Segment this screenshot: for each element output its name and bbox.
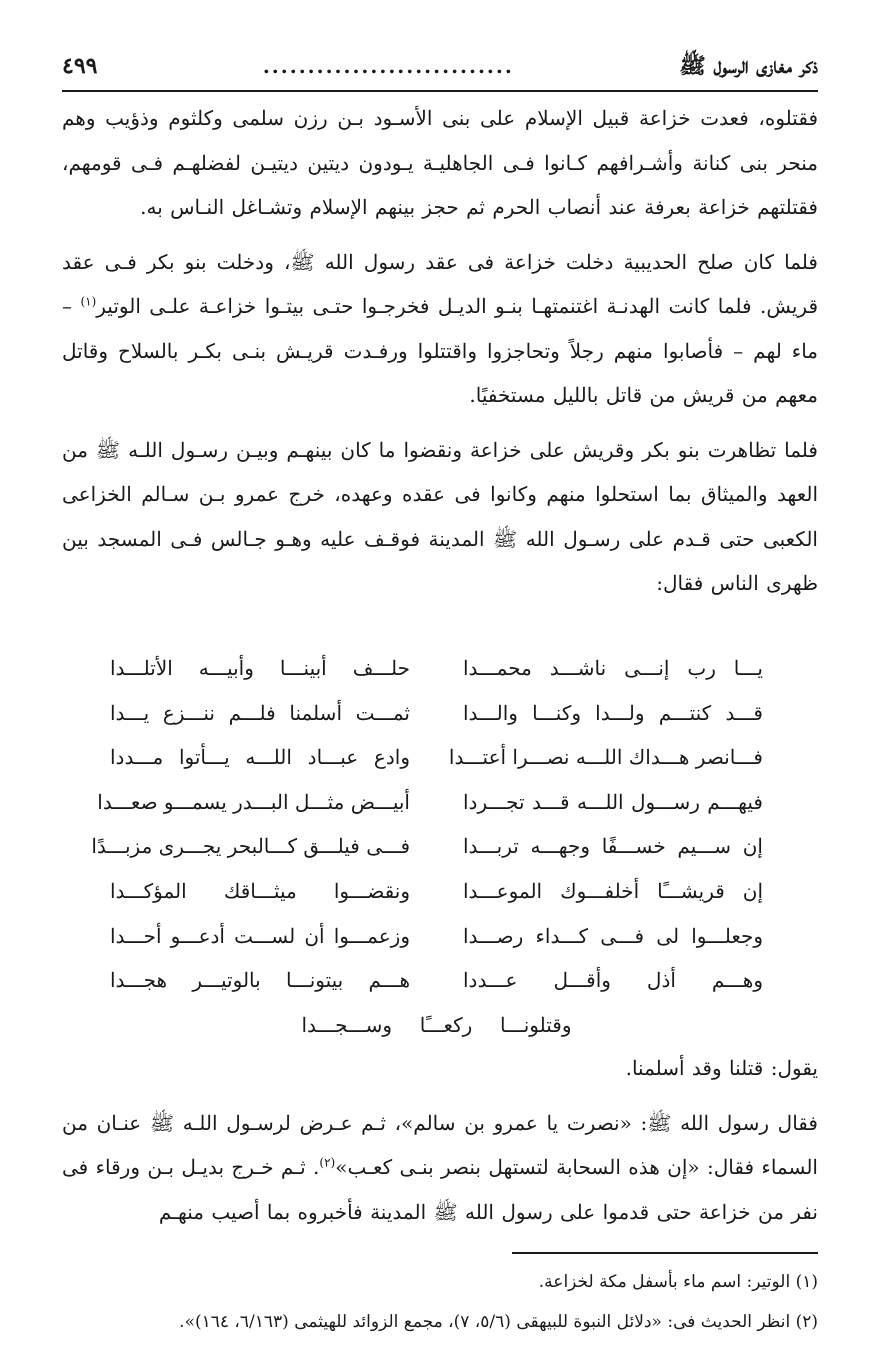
footnotes	[62, 1262, 818, 1342]
verse-second-hemistich: فـــى فيلـــق كـــالبحر يجـــرى مزبـــدًا	[91, 834, 410, 859]
verse-second-hemistich: ونقضـــوا ميثـــاقك المؤكـــدا	[110, 878, 410, 903]
verse-first-hemistich: وجعلـــوا لى فـــى كـــداء رصـــدا	[463, 923, 763, 948]
footnote-2: (٢) انظر الحديث فى: «دلائل النبوة للبيهقى (٥/٦، ٧)، مجمع الزوائد للهيثمى (٦/١٦٣، ١٦٤)».	[179, 1312, 818, 1332]
poem	[91, 646, 763, 1047]
verse-second-hemistich: وزعمـــوا أن لســـت أدعـــو أحـــدا	[110, 923, 410, 948]
verse-4	[97, 780, 763, 825]
verse-first-hemistich: قـــد كنتـــم ولـــدا وكنـــا والـــدا	[463, 700, 763, 725]
footnote-ref-1: (١)	[80, 294, 97, 309]
verse-5	[91, 824, 763, 869]
verse-7	[110, 914, 763, 959]
paragraph-2-end: – ماء لهم – فأصابوا منهم رجلاً وتحاجزوا واقتتلوا ورفـدت قريـش بنـى بكـر بالسلاح وقاتل معهم من قريش من قاتل بالليل مستخفيًا.	[62, 294, 818, 407]
page-number: ٤٩٩	[62, 53, 98, 79]
running-header	[62, 52, 818, 92]
paragraph-3: فلما تظاهرت بنو بكر وقريش على خزاعة ونقضوا ما كان بينهـم وبيـن رسـول اللـه ﷺ من العهد والميثاق بما استحلوا منهم وكانوا فى عقده وعهده، خرج عمرو بـن سـالم الخزاعى الكعبى حتى قـدم على رسـول الله ﷺ المدينة فوقـف عليه وهـو جـالس فـى المسجد بين ظهرى الناس فقال:	[62, 437, 818, 595]
verse-3	[110, 735, 763, 780]
header-rule	[62, 90, 818, 92]
footnote-rule	[512, 1252, 818, 1254]
verse-2	[110, 691, 763, 736]
footnote-ref-2: (٢)	[319, 1155, 336, 1170]
leader-dots: ............................	[262, 54, 514, 78]
verse-first-hemistich: إن ســـيم خســـفًا وجهـــه تربـــدا	[463, 834, 763, 859]
verse-second-hemistich: أبيـــض مثـــل البـــدر يسمـــو صعـــدا	[97, 789, 410, 814]
verse-1	[110, 646, 763, 691]
verse-second-hemistich: هـــم بيتونـــا بالوتيـــر هجـــدا	[110, 968, 410, 993]
verse-6	[110, 869, 763, 914]
verse-first-hemistich: فيهـــم رســـول اللـــه قـــد تجـــردا	[463, 789, 763, 814]
verse-8	[110, 958, 763, 1003]
verse-second-hemistich: حلـــف أبينـــا وأبيـــه الأتلـــدا	[110, 656, 410, 680]
paragraph-5	[62, 1101, 818, 1235]
verse-first-hemistich: إن قريشـــًا أخلفـــوك الموعـــدا	[463, 878, 763, 903]
paragraph-1: فقتلوه، فعدت خزاعة قبيل الإسلام على بنى الأسـود بـن رزن سلمى وكلثوم وذؤيب وهم منحر بنى كنانة وأشـرافهم كـانوا فـى الجاهليـة يـودون ديتين ديتيـن لفضلهـم فـى قومهم، فقتلتهم خزاعة بعرفة عند أنصاب الحرم ثم حجز بينهم الإسلام وتشـاغل النـاس به.	[62, 106, 819, 219]
paragraph-2-start: فلما كان صلح الحديبية دخلت خزاعة فى عقد رسول الله ﷺ، ودخلت بنو بكر فـى عقد قريش. فلما كانت الهدنـة اغتنمتهـا بنـو الديـل فخرجـوا حتـى بيتـوا خزاعـة علـى الوتير	[62, 249, 819, 318]
verse-9	[110, 1003, 763, 1048]
verse-second-hemistich: ثمـــت أسلمنا فلـــم ننـــزع يـــدا	[110, 700, 410, 725]
paragraph-5-end: . ثـم خـرج بديـل بـن ورقاء فى نفر من خزاعة حتى قدموا على رسول الله ﷺ المدينة فأخبروه بما أصيب منهـم	[62, 1155, 818, 1224]
verse-single-hemistich: وقتلونـــا ركعـــًا وســـجـــدا	[301, 1012, 572, 1037]
chapter-title: ذكر مغازى الرسول ﷺ	[679, 53, 818, 79]
verse-second-hemistich: وادع عبـــاد اللـــه يـــأتوا مـــددا	[110, 745, 410, 770]
verse-first-hemistich: يـــا رب إنـــى ناشـــد محمـــدا	[463, 656, 763, 680]
paragraph-2	[62, 240, 818, 418]
verse-first-hemistich: وهـــم أذل وأقـــل عـــددا	[463, 968, 763, 993]
main-text	[62, 96, 818, 606]
verse-first-hemistich: فـــانصر هـــداك اللـــه نصـــرا أعتـــدا	[448, 745, 763, 770]
paragraph-4: يقول: قتلنا وقد أسلمنا.	[625, 1056, 818, 1080]
paragraph-5-start: فقال رسول الله ﷺ: «نصرت يا عمرو بن سالم»، ثـم عـرض لرسـول اللـه ﷺ عنـان من السماء فقال: «إن هذه السحابة لتستهل بنصر بنـى كعـب»	[62, 1110, 818, 1179]
post-poem-text	[62, 1046, 818, 1234]
footnote-1: (١) الوتير: اسم ماء بأسفل مكة لخزاعة.	[538, 1272, 818, 1292]
